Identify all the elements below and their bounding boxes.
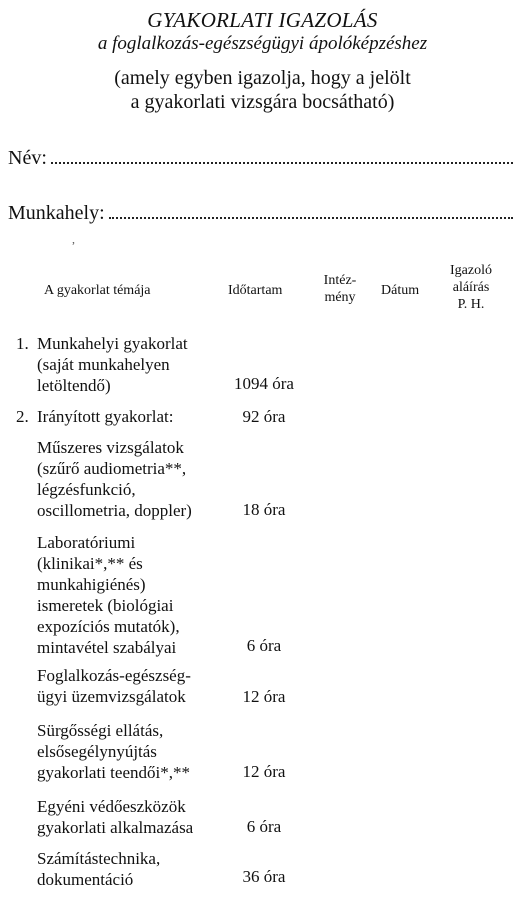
row-6-line: gyakorlati teendői*,**: [37, 763, 190, 782]
row-6-line: elsősegélynyújtás: [37, 742, 157, 761]
stray-mark: ,: [72, 232, 75, 246]
column-header-signature-line-2: aláírás: [452, 280, 490, 295]
workplace-dotted-line[interactable]: [109, 203, 513, 219]
row-3-line: Műszeres vizsgálatok: [37, 438, 184, 457]
row-1-line: letöltendő): [37, 376, 111, 395]
column-header-signature-line-3: P. H.: [457, 297, 485, 312]
row-4-line: expozíciós mutatók),: [37, 617, 180, 636]
row-1-line: Munkahelyi gyakorlat: [37, 334, 188, 353]
column-header-signature-line-1: Igazoló: [450, 263, 492, 278]
row-3-topic: [37, 437, 192, 521]
workplace-field[interactable]: [8, 202, 513, 225]
row-8-duration: 36 óra: [242, 867, 286, 886]
column-header-institution-line-2: mény: [324, 290, 356, 305]
row-1-number: 1.: [16, 334, 29, 353]
row-2-number: 2.: [16, 407, 29, 426]
row-7-duration: 6 óra: [246, 817, 282, 836]
row-6-duration: 12 óra: [242, 762, 286, 781]
row-1-line: (saját munkahelyen: [37, 355, 170, 374]
row-4-duration: 6 óra: [246, 636, 282, 655]
row-2-duration: 92 óra: [242, 407, 286, 426]
column-header-institution-line-1: Intéz-: [323, 273, 357, 288]
row-3-duration: 18 óra: [242, 500, 286, 519]
name-field[interactable]: [8, 147, 513, 170]
row-3-line: oscillometria, doppler): [37, 501, 192, 520]
row-7-line: gyakorlati alkalmazása: [37, 818, 194, 837]
row-4-topic: [37, 532, 180, 658]
column-header-signature: [440, 262, 502, 313]
name-label: Név:: [8, 147, 47, 169]
row-8-topic: [37, 848, 160, 890]
row-3-line: légzésfunkció,: [37, 480, 136, 499]
row-2-topic: [37, 406, 173, 427]
row-5-line: Foglalkozás-egészség-: [37, 666, 191, 685]
column-header-topic: A gyakorlat témája: [44, 283, 151, 298]
row-8-line: dokumentáció: [37, 870, 134, 889]
row-1-topic: [37, 333, 188, 396]
column-header-date: Dátum: [381, 283, 420, 298]
row-4-line: Laboratóriumi: [37, 533, 136, 552]
row-5-duration: 12 óra: [242, 687, 286, 706]
row-5-topic: [37, 665, 191, 707]
row-8-line: Számítástechnika,: [37, 849, 161, 868]
note-line-2: a gyakorlati vizsgára bocsátható): [130, 91, 395, 113]
row-6-line: Sürgősségi ellátás,: [37, 721, 164, 740]
name-dotted-line[interactable]: [51, 148, 513, 164]
row-4-line: mintavétel szabályai: [37, 638, 177, 657]
row-6-topic: [37, 720, 190, 783]
row-1-duration: 1094 óra: [234, 374, 294, 393]
row-4-line: munkahigiénés): [37, 575, 146, 594]
row-4-line: (klinikai*,** és: [37, 554, 143, 573]
column-header-duration: Időtartam: [228, 283, 283, 298]
column-header-institution: [316, 272, 364, 306]
row-7-line: Egyéni védőeszközök: [37, 797, 186, 816]
workplace-label: Munkahely:: [8, 202, 105, 224]
row-7-topic: [37, 796, 193, 838]
note-line-1: (amely egyben igazolja, hogy a jelölt: [114, 67, 411, 89]
document-title: GYAKORLATI IGAZOLÁS: [147, 8, 378, 32]
row-3-line: (szűrő audiometria**,: [37, 459, 187, 478]
row-2-line: Irányított gyakorlat:: [37, 407, 174, 426]
row-4-line: ismeretek (biológiai: [37, 596, 174, 615]
document-subtitle: a foglalkozás-egészségügyi ápolóképzéshez: [97, 33, 428, 54]
row-5-line: ügyi üzemvizsgálatok: [37, 687, 186, 706]
